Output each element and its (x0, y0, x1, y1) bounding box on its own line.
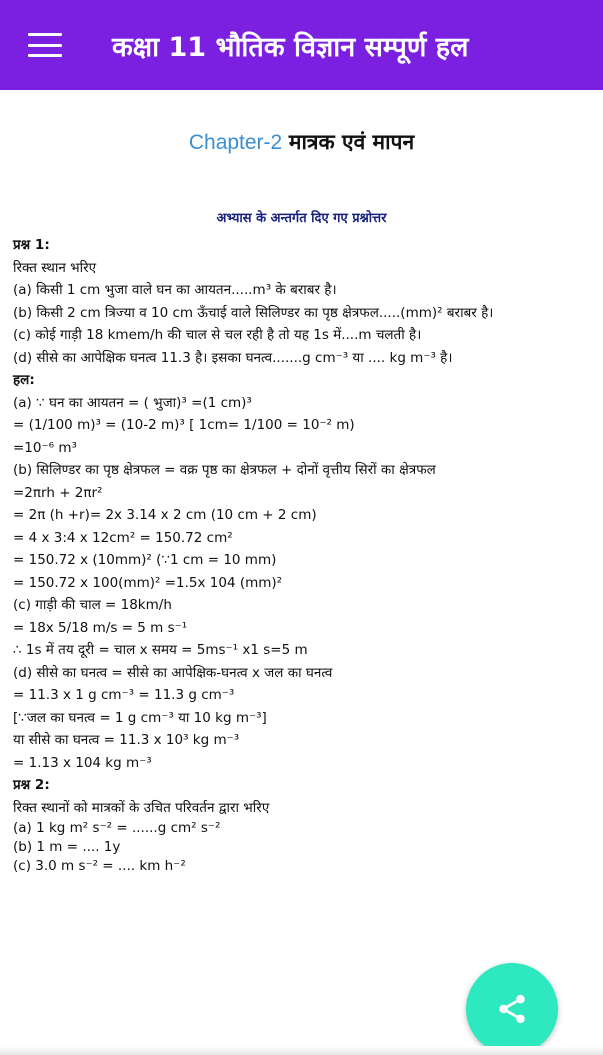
text-line: (b) किसी 2 cm त्रिज्या व 10 cm ऊँचाई वाले सिलिण्डर का पृष्ठ क्षेत्रफल.....(mm)² बराबर है। (13, 304, 494, 321)
bottom-edge (0, 1046, 603, 1055)
section-heading: अभ्यास के अन्तर्गत दिए गए प्रश्नोत्तर (216, 211, 387, 226)
text-line: (a) ∵ घन का आयतन = ( भुजा)³ =(1 cm)³ (13, 394, 252, 411)
text-line: रिक्त स्थान भरिए (13, 259, 97, 276)
text-line: (c) कोई गाड़ी 18 kmem/h की चाल से चल रही है तो यह 1s में....m चलती है। (13, 327, 422, 343)
text-line: = 11.3 x 1 g cm⁻³ = 11.3 g cm⁻³ (13, 687, 235, 703)
text-line: (a) किसी 1 cm भुजा वाले घन का आयतन.....m³ के बराबर है। (13, 282, 337, 298)
text-line: = 150.72 x (10mm)² (∵1 cm = 10 mm) (13, 552, 277, 568)
share-button[interactable] (466, 963, 558, 1055)
text-line: या सीसे का घनत्व = 11.3 x 10³ kg m⁻³ (13, 732, 240, 748)
hamburger-menu-icon (28, 33, 62, 57)
text-line: (b) 1 m = .... 1y (13, 839, 121, 855)
text-line: = 4 x 3:4 x 12cm² = 150.72 cm² (13, 529, 233, 546)
text-line: (c) गाड़ी की चाल = 18km/h (13, 597, 172, 613)
text-line: (c) 3.0 m s⁻² = .... km h⁻² (13, 858, 186, 874)
text-line: = (1/100 m)³ = (10-2 m)³ [ 1cm= 1/100 = 10⁻² m) (13, 417, 355, 433)
menu-button[interactable] (0, 0, 90, 90)
text-line: ∴ 1s में तय दूरी = चाल x समय = 5ms⁻¹ x1 s=5 m (13, 642, 308, 658)
share-icon (495, 992, 529, 1026)
text-line: =10⁻⁶ m³ (13, 439, 77, 456)
text-line: (a) 1 kg m² s⁻² = ......g cm² s⁻² (13, 820, 221, 836)
content-area[interactable] (0, 90, 603, 1055)
app-title: कक्षा 11 भौतिक विज्ञान सम्पूर्ण हल (112, 31, 469, 63)
text-line: =2πrh + 2πr² (13, 484, 103, 501)
text-line: (d) सीसे का घनत्व = सीसे का आपेक्षिक-घनत्व x जल का घनत्व (13, 664, 333, 681)
text-line: = 150.72 x 100(mm)² =1.5x 104 (mm)² (13, 574, 283, 591)
solution-text (13, 234, 598, 876)
chapter-title (0, 128, 603, 156)
text-line: प्रश्न 1: (13, 237, 50, 253)
text-line: [∵जल का घनत्व = 1 g cm⁻³ या 10 kg m⁻³] (13, 709, 267, 726)
text-line: रिक्त स्थानों को मात्रकों के उचित परिवर्तन द्वारा भरिए (13, 799, 270, 816)
text-line: (d) सीसे का आपेक्षिक घनत्व 11.3 है। इसका घनत्व.......g cm⁻³ या .... kg m⁻³ है। (13, 349, 453, 366)
text-line: प्रश्न 2: (13, 777, 50, 793)
chapter-number: Chapter-2 (188, 131, 283, 154)
text-line: हल: (13, 372, 35, 388)
text-line: = 1.13 x 104 kg m⁻³ (13, 754, 152, 771)
text-line: (b) सिलिण्डर का पृष्ठ क्षेत्रफल = वक्र पृष्ठ का क्षेत्रफल + दोनों वृत्तीय सिरों का क्षेत्रफल (13, 462, 436, 478)
text-line: = 18x 5/18 m/s = 5 m s⁻¹ (13, 619, 188, 636)
text-line: = 2π (h +r)= 2x 3.14 x 2 cm (10 cm + 2 cm) (13, 507, 317, 523)
chapter-name: मात्रक एवं मापन (288, 130, 415, 154)
app-bar (0, 0, 603, 90)
